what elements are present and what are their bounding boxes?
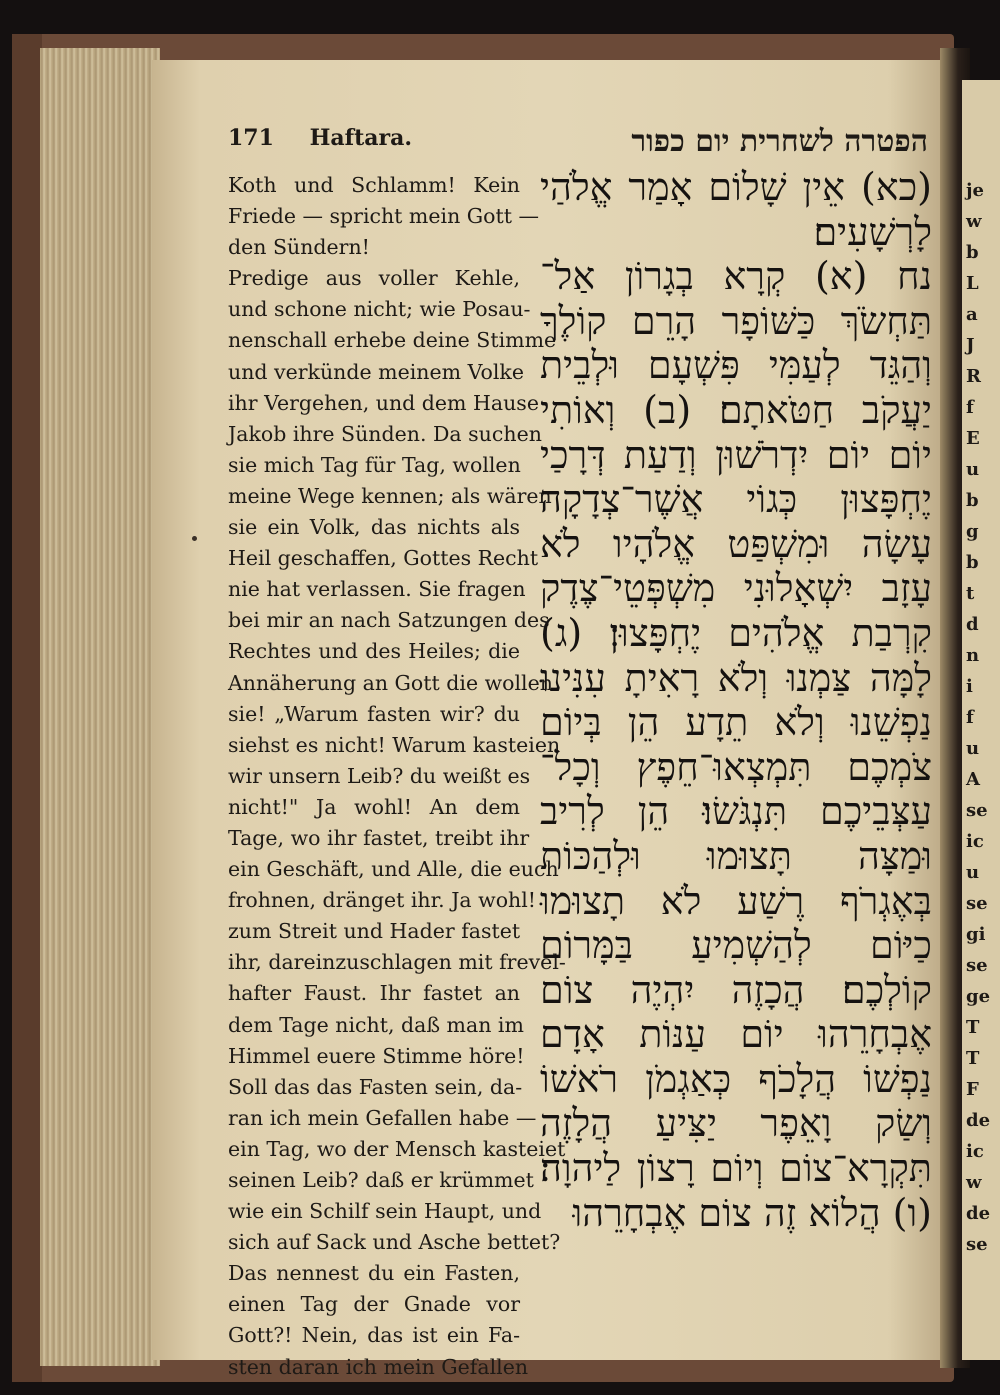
text-line: תַּחְשֹׂךְ כַּשּׁוֹפָר הָרֵם קוֹלֶךָ [540, 298, 932, 343]
facing-page-fragment: T [966, 1048, 980, 1069]
text-line: נַפְשׁוֹ הֲלָכֹף כְּאַגְמֹן רֹאשׁוֹ [540, 1056, 932, 1101]
facing-page-fragment: se [966, 893, 988, 914]
text-line: כַיּוֹם לְהַשְׁמִיעַ בַּמָּרוֹם [540, 923, 932, 968]
text-line: nenschall erhebe deine Stimme [228, 328, 557, 353]
running-title-german: Haftara. [309, 125, 413, 151]
facing-page-fragment: L [966, 273, 979, 294]
facing-page-fragment: n [966, 645, 980, 666]
facing-page-fragment: t [966, 583, 975, 604]
text-line: Heil geschaffen, Gottes Recht [228, 546, 539, 571]
text-line: sich auf Sack und Asche bettet? [228, 1230, 561, 1255]
facing-page-fragment: u [966, 862, 980, 883]
text-line: frohnen, dränget ihr. Ja wohl! [228, 888, 537, 913]
facing-page-fragment: A [966, 769, 980, 790]
page-number: 171 [228, 125, 274, 151]
text-line: Annäherung an Gott die wollen [228, 670, 553, 695]
text-line: נח (א) קְרָא בְגָרוֹן אַל־ [540, 254, 932, 299]
cover-spine-edge [12, 34, 42, 1382]
text-line: seinen Leib? daß er krümmet [228, 1168, 534, 1192]
facing-page-fragment: de [966, 1110, 991, 1131]
text-line: בְּאֶגְרֹף רֶשַׁע לֹא תָצוּמוּ [540, 878, 932, 923]
text-line: sie ein Volk, das nichts als [228, 515, 520, 540]
text-line: Das nennest du ein Fasten, [228, 1261, 520, 1286]
margin-dot [192, 536, 197, 541]
text-line: Jakob ihre Sünden. Da suchen [228, 421, 542, 446]
text-line: קִרְבַת אֱלֹהִים יֶחְפָּצוּן׃ (ג) [540, 610, 932, 655]
running-title-hebrew: הפטרה לשחרית יום כפור [631, 124, 928, 159]
facing-page-fragment: i [966, 676, 973, 697]
facing-page-fragment: b [966, 242, 979, 263]
text-line: meine Wege kennen; als wären [228, 483, 552, 508]
text-line: und schone nicht; wie Posau- [228, 297, 531, 322]
facing-page-fragment: se [966, 1234, 988, 1255]
facing-page-fragment: g [966, 521, 979, 542]
text-line: sten daran ich mein Gefallen [228, 1354, 529, 1379]
text-line: Soll das das Fasten sein, da- [228, 1074, 523, 1099]
text-line: nicht!" Ja wohl! An dem [228, 794, 520, 819]
text-line: sie mich Tag für Tag, wollen [228, 452, 521, 477]
text-line: ein Tag, wo der Mensch kasteiet [228, 1136, 566, 1161]
text-line: לָמָּה צַּמְנוּ וְלֹא רָאִיתָ עִנִּינוּ [540, 655, 932, 700]
text-line: ihr Vergehen, und dem Hause [228, 390, 539, 415]
text-line: ein Geschäft, und Alle, die euch [228, 857, 559, 882]
facing-page-fragment: de [966, 1203, 991, 1224]
text-line: Tage, wo ihr fastet, treibt ihr [228, 825, 530, 850]
text-line: וְשַׂק וָאֵפֶר יַצִּיעַ הֲלָזֶה [540, 1101, 932, 1146]
facing-page-fragment: b [966, 490, 979, 511]
text-line: sie! „Warum fasten wir? du [228, 701, 520, 726]
text-line: siehst es nicht! Warum kasteien [228, 732, 561, 757]
text-line: וְהַגֵּד לְעַמִּי פִּשְׁעָם וּלְבֵית [540, 343, 932, 388]
text-line: den Sündern! [228, 235, 370, 260]
german-translation-column [228, 170, 566, 1383]
text-line: Koth und Schlamm! Kein [228, 173, 520, 197]
facing-page-fragment: se [966, 800, 988, 821]
facing-page-fragment: ic [966, 831, 984, 852]
text-line: (כא) אֵין שָׁלוֹם אָמַר אֱלֹהַי [540, 165, 932, 209]
facing-page-fragment: u [966, 738, 980, 759]
text-line: wir unsern Leib? du weißt es [228, 763, 531, 788]
facing-page-fragment: je [966, 180, 984, 201]
text-line: ran ich mein Gefallen habe — [228, 1105, 537, 1130]
text-line: ihr, dareinzuschlagen mit frevel- [228, 950, 566, 975]
text-line: Predige aus voller Kehle, [228, 266, 520, 291]
text-line: Friede — spricht mein Gott — [228, 204, 539, 229]
text-line: לָרְשָׁעִים׃ [813, 209, 932, 254]
text-line: אֶבְחָרֵהוּ יוֹם עַנּוֹת אָדָם [540, 1012, 932, 1057]
text-line: nie hat verlassen. Sie fragen [228, 577, 526, 602]
facing-page-fragment: b [966, 552, 979, 573]
text-line: Himmel euere Stimme höre! [228, 1043, 525, 1068]
text-line: und verkünde meinem Volke [228, 359, 524, 384]
facing-page-fragment: F [966, 1079, 979, 1100]
text-line: יֶחְפָּצוּן כְּגוֹי אֲשֶׁר־צְדָקָה [540, 477, 932, 522]
facing-page-fragment: T [966, 1017, 980, 1038]
facing-page-fragment: ic [966, 1141, 984, 1162]
facing-page-fragment: gi [966, 924, 986, 945]
text-line: wie ein Schilf sein Haupt, und [228, 1199, 542, 1224]
facing-page-fragment: ge [966, 986, 991, 1007]
facing-page-fragment: se [966, 955, 988, 976]
text-line: עַצְּבֵיכֶם תִּנְגֹּשׂוּ׃ הֵן לְרִיב [540, 789, 932, 834]
facing-page-fragment: d [966, 614, 979, 635]
text-line: נַפְשֵׁנוּ וְלֹא תֵדָע הֵן בְּיוֹם [540, 700, 932, 745]
facing-page-fragment: E [966, 428, 980, 449]
facing-page-fragment: u [966, 459, 980, 480]
running-header-left [228, 125, 412, 151]
text-line: dem Tage nicht, daß man im [228, 1012, 524, 1037]
text-line: zum Streit und Hader fastet [228, 919, 521, 944]
text-line: עָזָב יִשְׁאָלוּנִי מִשְׁפְּטֵי־צֶדֶק [540, 566, 932, 611]
text-line: hafter Faust. Ihr fastet an [228, 981, 520, 1006]
facing-page-strip [962, 80, 1000, 1360]
facing-page-fragment: f [966, 397, 974, 418]
page-block-edges [40, 48, 160, 1366]
facing-page-fragment: w [966, 1172, 982, 1193]
text-line: קוֹלְכֶם׃ הֲכָזֶה יִהְיֶה צוֹם [540, 967, 932, 1012]
facing-page-fragment: R [966, 366, 981, 387]
text-line: einen Tag der Gnade vor [228, 1292, 520, 1317]
text-line: וּמַצָּה תָּצוּמוּ וּלְהַכּוֹת [540, 833, 932, 878]
text-line: Rechtes und des Heiles; die [228, 639, 520, 664]
facing-page-fragment: a [966, 304, 978, 325]
text-line: bei mir an nach Satzungen des [228, 608, 550, 633]
facing-page-fragment: J [966, 335, 975, 356]
hebrew-text-column [540, 165, 932, 1235]
text-line: תִּקְרָא־צוֹם וְיוֹם רָצוֹן לַיהוָה׃ [540, 1146, 932, 1191]
text-line: Gott?! Nein, das ist ein Fa- [228, 1323, 520, 1348]
text-line: צֹמְכֶם תִּמְצְאוּ־חֵפֶץ וְכָל־ [540, 744, 932, 789]
facing-page-fragment: f [966, 707, 974, 728]
facing-page-fragment: w [966, 211, 982, 232]
text-line: (ו) הֲלוֹא זֶה צוֹם אֶבְחָרֵהוּ [572, 1190, 932, 1235]
text-line: יוֹם יוֹם יִדְרֹשׁוּן וְדַעַת דְּרָכַי [540, 432, 932, 477]
text-line: יַעֲקֹב חַטֹּאתָם׃ (ב) וְאוֹתִי [540, 387, 932, 432]
text-line: עָשָׂה וּמִשְׁפַּט אֱלֹהָיו לֹא [540, 521, 932, 566]
